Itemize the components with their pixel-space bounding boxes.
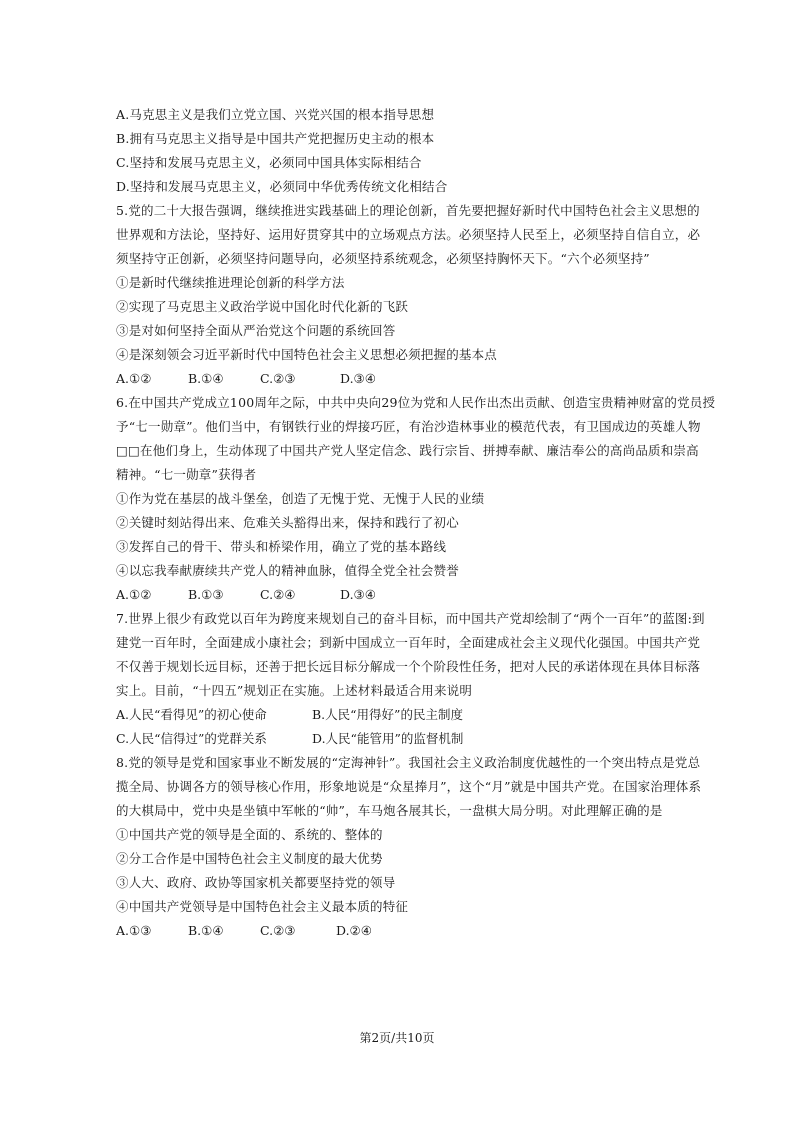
q5-item-2: ②实现了马克思主义政治学说中国化时代化新的飞跃	[116, 299, 409, 314]
q7-stem-line: 不仅善于规划长远目标，还善于把长远目标分解成一个个阶段性任务，把对人民的承诺体现在具体目标落	[116, 659, 701, 674]
q6-choice-b: B.①③	[188, 587, 224, 602]
q4-option-d: D.坚持和发展马克思主义，必须同中华优秀传统文化相结合	[116, 179, 448, 194]
q6-item-4: ④以忘我奉献赓续共产党人的精神血脉，值得全党全社会赞誉	[116, 563, 459, 578]
q5-stem-line: 5.党的二十大报告强调，继续推进实践基础上的理论创新，首先要把握好新时代中国特色社会主义思想的	[116, 203, 700, 218]
q4-option-c: C.坚持和发展马克思主义，必须同中国具体实际相结合	[116, 155, 422, 170]
q7-stem-line: 建党一百年时，全面建成小康社会；到新中国成立一百年时，全面建成社会主义现代化强国。中国共产党	[116, 635, 701, 650]
q6-item-2: ②关键时刻站得出来、危难关头豁得出来，保持和践行了初心	[116, 515, 459, 530]
q8-stem-line: 8.党的领导是党和国家事业不断发展的“定海神针”。我国社会主义政治制度优越性的一个突出特点是党总	[116, 755, 701, 770]
q8-stem-line: 揽全局、协调各方的领导核心作用，形象地说是“众星捧月”，这个“月”就是中国共产党。在国家治理体系	[116, 779, 702, 794]
q5-stem-line: 世界观和方法论，坚持好、运用好贯穿其中的立场观点方法。必须坚持人民至上，必须坚持自信自立，必	[116, 227, 701, 242]
q5-stem-line: 须坚持守正创新，必须坚持问题导向，必须坚持系统观念，必须坚持胸怀天下。“六个必须坚持”	[116, 251, 650, 266]
q4-option-b: B.拥有马克思主义指导是中国共产党把握历史主动的根本	[116, 131, 435, 146]
q7-choice-d: D.人民“能管用”的监督机制	[312, 731, 464, 746]
q5-choice-b: B.①④	[188, 371, 224, 386]
q7-choice-c: C.人民“信得过”的党群关系	[116, 731, 267, 746]
q6-choices	[116, 587, 376, 603]
q5-choices	[116, 371, 376, 387]
q8-item-1: ①中国共产党的领导是全面的、系统的、整体的	[116, 827, 383, 842]
q5-item-4: ④是深刻领会习近平新时代中国特色社会主义思想必须把握的基本点	[116, 347, 498, 362]
q7-stem-line: 7.世界上很少有政党以百年为跨度来规划自己的奋斗目标，而中国共产党却绘制了“两个一百年”的蓝图:到	[116, 611, 705, 626]
q6-stem-line: 精神。“七一勋章”获得者	[116, 467, 257, 482]
q8-choices	[116, 923, 372, 939]
page-number: 第2页/共10页	[359, 1031, 435, 1045]
q6-stem-line: 予“七一勋章”。他们当中，有钢铁行业的焊接巧匠，有治沙造林事业的模范代表，有卫国成边的英雄人物	[116, 419, 701, 434]
q6-item-3: ③发挥自己的骨干、带头和桥梁作用，确立了党的基本路线	[116, 539, 447, 554]
q8-choice-b: B.①④	[188, 923, 224, 938]
q8-item-2: ②分工合作是中国特色社会主义制度的最大优势	[116, 851, 383, 866]
q7-stem-line: 实上。目前，“十四五”规划正在实施。上述材料最适合用来说明	[116, 683, 473, 698]
q8-choice-c: C.②③	[260, 923, 296, 938]
q6-choice-a: A.①②	[116, 587, 152, 602]
q6-item-1: ①作为党在基层的战斗堡垒，创造了无愧于党、无愧于人民的业绩	[116, 491, 485, 506]
q6-choice-c: C.②④	[260, 587, 296, 602]
q7-choice-b: B.人民“用得好”的民主制度	[312, 707, 463, 722]
q6-choice-d: D.③④	[340, 587, 376, 602]
q8-item-4: ④中国共产党领导是中国特色社会主义最本质的特征	[116, 899, 409, 914]
q7-choices-row1	[116, 707, 463, 723]
q8-item-3: ③人大、政府、政协等国家机关都要坚持党的领导	[116, 875, 396, 890]
q5-item-1: ①是新时代继续推进理论创新的科学方法	[116, 275, 345, 290]
q8-stem-line: 的大棋局中，党中央是坐镇中军帐的“帅”，车马炮各展其长，一盘棋大局分明。对此理解正确的是	[116, 803, 663, 818]
q7-choice-a: A.人民“看得见”的初心使命	[116, 707, 267, 722]
q4-option-a: A.马克思主义是我们立党立国、兴党兴国的根本指导思想	[116, 107, 435, 122]
q5-item-3: ③是对如何坚持全面从严治党这个问题的系统回答	[116, 323, 396, 338]
q6-stem-line: 6.在中国共产党成立100周年之际，中共中央向29位为党和人民作出杰出贡献、创造宝贵精神财富的党员授	[116, 395, 716, 410]
q5-choice-a: A.①②	[116, 371, 152, 386]
q5-choice-c: C.②③	[260, 371, 296, 386]
q8-choice-a: A.①③	[116, 923, 152, 938]
q8-choice-d: D.②④	[336, 923, 372, 938]
q5-choice-d: D.③④	[340, 371, 376, 386]
q7-choices-row2	[116, 731, 463, 747]
q6-stem-line: □□在他们身上，生动体现了中国共产党人坚定信念、践行宗旨、拼搏奉献、廉洁奉公的高尚品质和崇高	[116, 443, 699, 458]
